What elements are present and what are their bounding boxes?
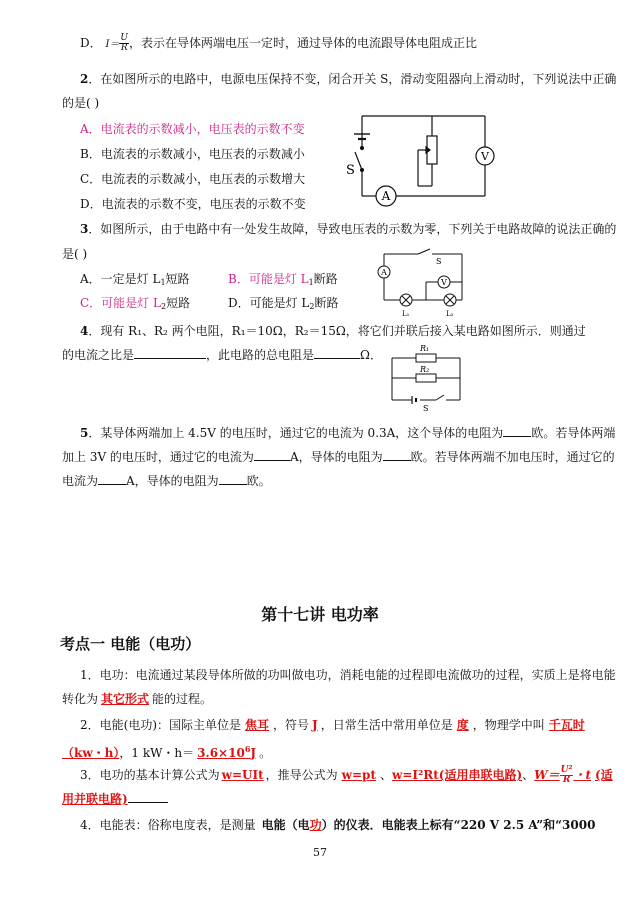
- formula-lhs: W＝: [534, 768, 560, 782]
- text: 加上 3V 的电压时，通过它的电流为: [62, 450, 254, 464]
- answer-text: 其它形式: [101, 692, 150, 706]
- q3-option-c: [80, 294, 190, 316]
- formula-denominator: R: [120, 43, 128, 53]
- formula-numerator: U: [120, 33, 128, 43]
- formula-numerator: U²: [560, 765, 573, 775]
- text: 4．电能表：俗称电度表，是测量: [80, 818, 256, 832]
- text: 、: [380, 768, 393, 782]
- text: 2．电能(电功)：国际主单位是: [80, 718, 241, 732]
- subscript: 1: [160, 278, 166, 287]
- answer-unit: J: [250, 746, 257, 760]
- formula-t: ・t: [573, 768, 591, 782]
- q2-option-c: C．电流表的示数减小，电压表的示数增大: [80, 172, 306, 186]
- subscript: 1: [308, 278, 314, 287]
- q2-line2: 的是( ): [62, 96, 100, 110]
- text: ，1 kW・h＝: [119, 746, 195, 760]
- answer-blank[interactable]: [98, 472, 126, 485]
- option-text: C．可能是灯 L: [80, 296, 161, 310]
- text: 3．电功的基本计算公式为: [80, 768, 220, 782]
- text: 转化为: [62, 692, 99, 706]
- question-number: 5: [80, 426, 89, 440]
- page-number: 57: [313, 846, 327, 859]
- option-text-end: 短路: [166, 296, 191, 310]
- lamp2-label: L₂: [446, 310, 454, 318]
- answer-text: w=pt: [341, 768, 376, 782]
- answer-text: 焦耳: [245, 718, 270, 732]
- text: 的电流之比是: [62, 348, 135, 362]
- p1-line2: [62, 690, 212, 708]
- question-text: ．在如图所示的电路中，电源电压保持不变，闭合开关 S，滑动变阻器向上滑动时，下列说法中正确: [88, 72, 617, 86]
- subscript: 2: [309, 302, 315, 311]
- answer-text: w=I²Rt(适用串联电路): [392, 768, 523, 782]
- option-text-end: 断路: [314, 296, 339, 310]
- answer-text: (适: [595, 768, 613, 782]
- q5-line3: [62, 472, 271, 490]
- q3-option-b: [228, 270, 338, 292]
- answer-text: 度: [456, 718, 469, 732]
- answer-text: [194, 746, 259, 760]
- question-text: ．如图所示，由于电路中有一处发生故障，导致电压表的示数为零，下列关于电路故障的说法正确的: [88, 222, 617, 236]
- answer-text: J: [312, 718, 318, 732]
- question-number: 4: [80, 324, 89, 338]
- ammeter-symbol: A: [381, 189, 391, 203]
- q3-line2: 是( ): [62, 247, 88, 261]
- q4-line2: [62, 346, 382, 364]
- switch-label: S: [346, 163, 355, 178]
- option-text-end: 断路: [313, 272, 338, 286]
- voltmeter-symbol: V: [481, 150, 489, 163]
- q2-option-b: B．电流表的示数减小，电压表的示数减小: [80, 147, 305, 161]
- text: 欧。: [246, 474, 271, 488]
- q2-option-a: A．电流表的示数减小，电压表的示数不变: [80, 122, 305, 136]
- text: 欧。若导体两端: [531, 426, 616, 440]
- answer-blank[interactable]: [219, 472, 247, 485]
- p3-line1: [80, 766, 613, 785]
- formula-fraction: [119, 34, 129, 53]
- option-text: A．一定是灯 L: [80, 272, 161, 286]
- q3-line1: [80, 220, 616, 238]
- text: ，此电路的总电阻是: [206, 348, 315, 362]
- text: ，符号: [273, 718, 310, 732]
- answer-blank[interactable]: [134, 346, 206, 359]
- answer-text: w=UIt: [221, 768, 264, 782]
- text: 欧。若导体两端不加电压时，通过它的: [410, 450, 615, 464]
- answer-formula: [534, 765, 591, 785]
- option-text-end: 短路: [165, 272, 190, 286]
- formula-lhs: I＝: [105, 39, 120, 50]
- r1-label: R₁: [420, 344, 430, 353]
- answer-blank[interactable]: [314, 346, 360, 359]
- answer-text: （kw・h）: [62, 746, 120, 760]
- subscript: 2: [160, 302, 167, 311]
- answer-text: 用并联电路): [62, 792, 128, 806]
- q2-option-d: D．电流表的示数不变，电压表的示数不变: [80, 197, 306, 211]
- option-text: D．可能是灯 L: [228, 296, 310, 310]
- option-text: ，表示在导体两端电压一定时，通过导体的电流跟导体电阻成正比: [129, 36, 478, 50]
- underline-extension: [128, 790, 168, 803]
- formula-denominator: R: [562, 775, 571, 785]
- p2-line2: [62, 740, 271, 762]
- text: 、: [522, 768, 535, 782]
- q3-option-d: [228, 294, 339, 316]
- switch-label: S: [423, 404, 429, 412]
- p1-line1: 1．电功：电流通过某段导体所做的功叫做电功，消耗电能的过程即电流做功的过程，实质上是将电能: [80, 668, 616, 682]
- answer-blank[interactable]: [503, 424, 531, 437]
- text: ，物理学中叫: [472, 718, 545, 732]
- option-label: D．: [80, 36, 102, 50]
- lecture-title: 第十七讲 电功率: [261, 605, 379, 624]
- q4-circuit-figure: [386, 342, 466, 412]
- p3-line2: [62, 790, 168, 808]
- question-number: 3: [80, 222, 89, 236]
- question-number: 2: [80, 72, 89, 86]
- answer-blank[interactable]: [383, 448, 411, 461]
- answer-value: 3.6×10: [197, 746, 245, 760]
- p4-line1: [80, 816, 595, 834]
- q2-line1: [80, 70, 616, 88]
- q4-line1: [80, 322, 586, 340]
- option-text: B．可能是灯 L: [228, 272, 309, 286]
- text: ，推导公式为: [265, 768, 338, 782]
- text: 能的过程。: [152, 692, 213, 706]
- text: ．某导体两端加上 4.5V 的电压时，通过它的电流为 0.3A，这个导体的电阻为: [88, 426, 504, 440]
- text: A，导体的电阻为: [289, 450, 383, 464]
- answer-text: 千瓦时: [548, 718, 585, 732]
- text: ，日常生活中常用单位是: [320, 718, 453, 732]
- text: 。: [259, 746, 272, 760]
- q5-line2: [62, 448, 615, 466]
- ammeter-symbol: A: [381, 268, 387, 277]
- answer-blank[interactable]: [254, 448, 290, 461]
- q3-circuit-figure: [374, 248, 474, 320]
- section-title: 考点一 电能（电功）: [60, 635, 201, 653]
- q3-option-a: [80, 270, 190, 292]
- p2-line1: [80, 716, 585, 734]
- question-text: ．现有 R₁、R₂ 两个电阻，R₁＝10Ω，R₂＝15Ω，将它们并联后接入某电路如图所示．则通过: [88, 324, 586, 338]
- text: A，导体的电阻为: [126, 474, 219, 488]
- answer-text: 功: [309, 818, 322, 832]
- superscript: 6: [244, 744, 251, 754]
- r2-label: R₂: [420, 365, 430, 374]
- text: ）的仪表．电能表上标有“220 V 2.5 A”和“3000: [321, 818, 596, 832]
- text: 电能（电: [261, 818, 310, 832]
- q2-circuit-figure: [340, 108, 500, 208]
- text: 电流为: [62, 474, 99, 488]
- text: Ω．: [360, 348, 382, 362]
- lamp1-label: L₁: [402, 310, 410, 318]
- q5-line1: [80, 424, 615, 442]
- formula-fraction: [560, 766, 574, 785]
- prev-option-d: [80, 34, 477, 54]
- switch-label: S: [436, 257, 442, 266]
- voltmeter-symbol: V: [441, 278, 447, 287]
